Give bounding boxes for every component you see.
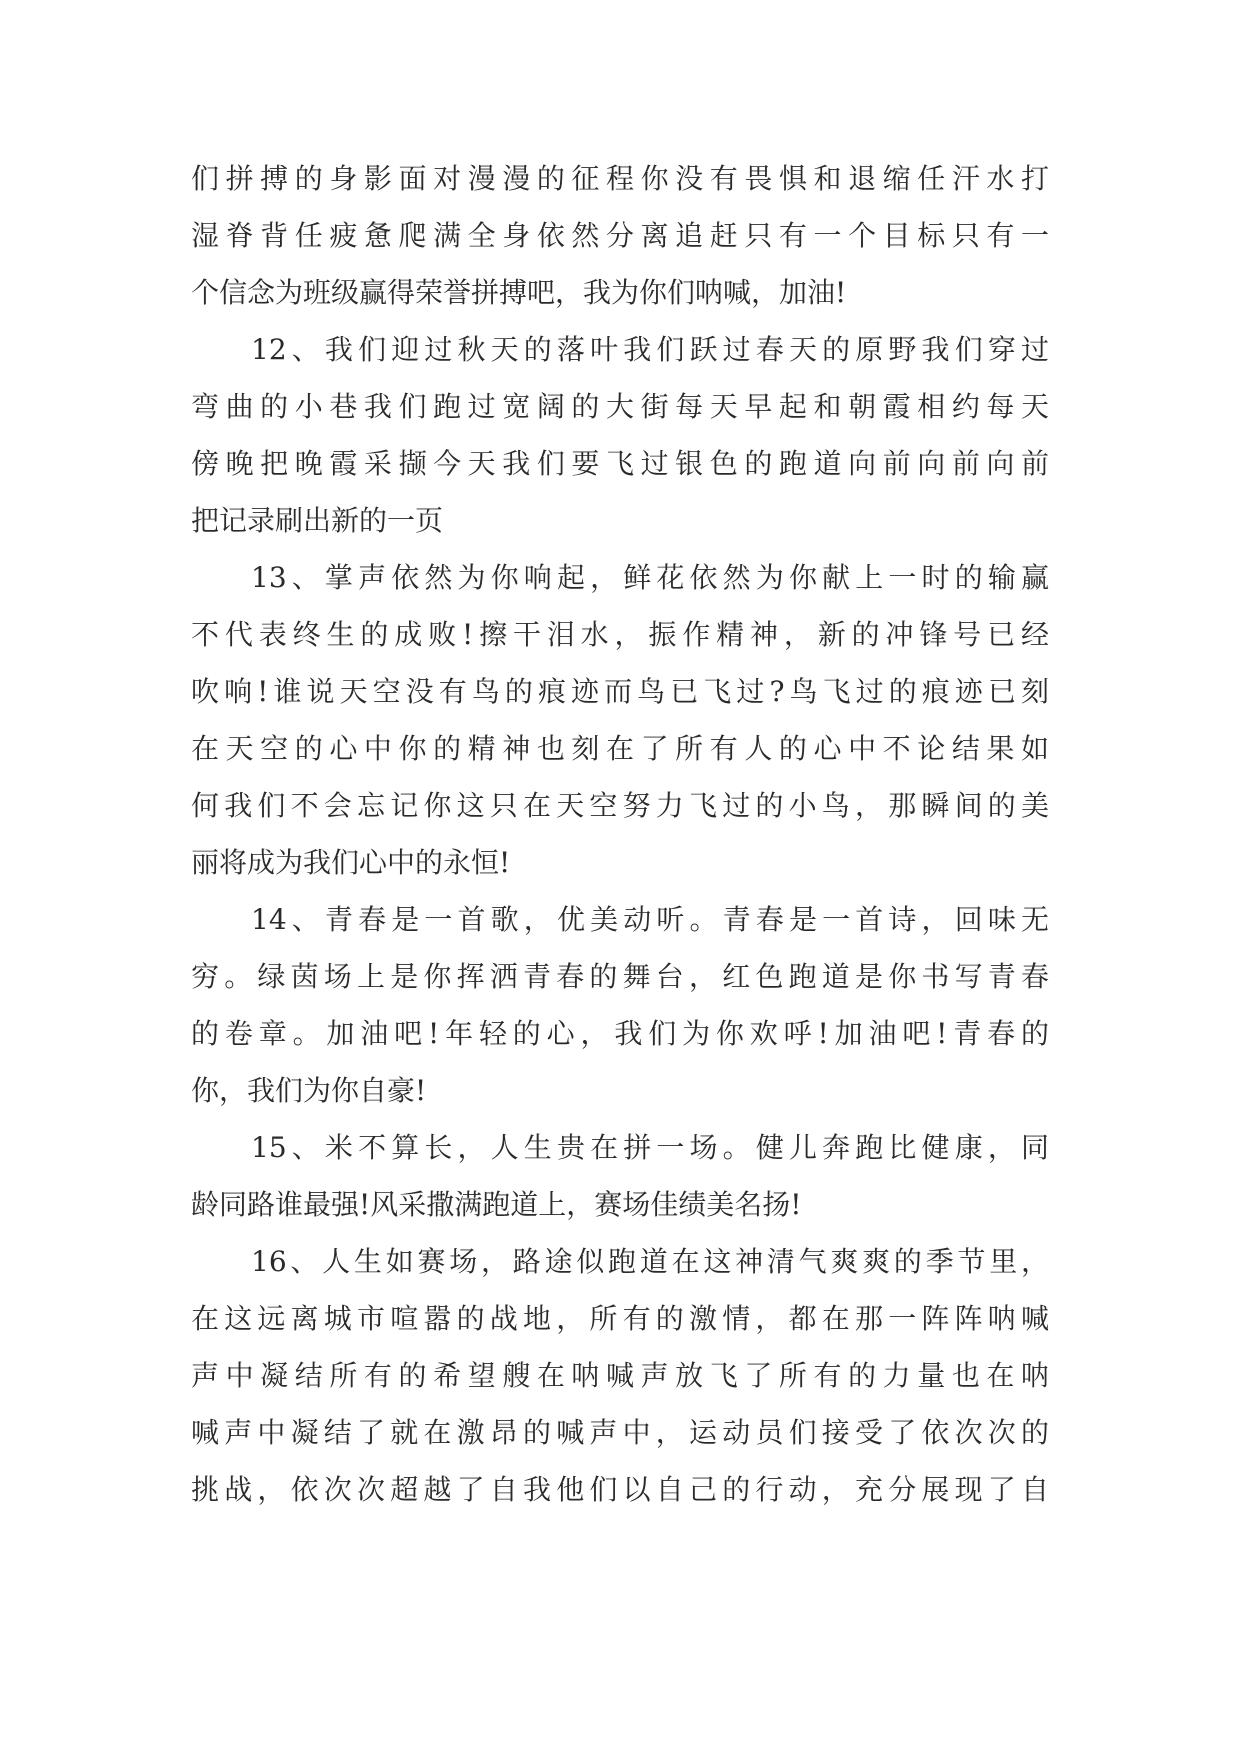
text-line: 们拼搏的身影面对漫漫的征程你没有畏惧和退缩任汗水打 <box>191 162 1049 195</box>
paragraph-first-line: 12、我们迎过秋天的落叶我们跃过春天的原野我们穿过 <box>251 333 1049 366</box>
paragraph-first-line: 15、米不算长，人生贵在拼一场。健儿奔跑比健康，同 <box>251 1131 1049 1164</box>
text-line: 挑战，依次次超越了自我他们以自己的行动，充分展现了自 <box>191 1473 1049 1506</box>
paragraph-first-line: 14、青春是一首歌，优美动听。青春是一首诗，回味无 <box>251 903 1049 936</box>
text-line: 声中凝结所有的希望艘在呐喊声放飞了所有的力量也在呐 <box>191 1359 1049 1392</box>
text-line: 在这远离城市喧嚣的战地，所有的激情，都在那一阵阵呐喊 <box>191 1302 1049 1335</box>
text-line: 湿脊背任疲惫爬满全身依然分离追赶只有一个目标只有一 <box>191 219 1049 252</box>
text-line: 弯曲的小巷我们跑过宽阔的大街每天早起和朝霞相约每天 <box>191 390 1049 423</box>
text-line: 个信念为班级赢得荣誉拼搏吧，我为你们呐喊，加油! <box>191 276 847 309</box>
text-line: 把记录刷出新的一页 <box>191 504 444 537</box>
document-body <box>191 150 1049 1518</box>
text-line: 何我们不会忘记你这只在天空努力飞过的小鸟，那瞬间的美 <box>191 789 1049 822</box>
paragraph-first-line: 13、掌声依然为你响起，鲜花依然为你献上一时的输赢 <box>251 561 1049 594</box>
text-line: 吹响!谁说天空没有鸟的痕迹而鸟已飞过?鸟飞过的痕迹已刻 <box>191 675 1049 708</box>
text-line: 龄同路谁最强!风采撒满跑道上，赛场佳绩美名扬! <box>191 1188 802 1221</box>
text-line: 丽将成为我们心中的永恒! <box>191 846 511 879</box>
text-line: 不代表终生的成败!擦干泪水，振作精神，新的冲锋号已经 <box>191 618 1049 651</box>
text-line: 的卷章。加油吧!年轻的心，我们为你欢呼!加油吧!青春的 <box>191 1017 1049 1050</box>
text-line: 傍晚把晚霞采撷今天我们要飞过银色的跑道向前向前向前 <box>191 447 1049 480</box>
text-line: 喊声中凝结了就在激昂的喊声中，运动员们接受了依次次的 <box>191 1416 1049 1449</box>
text-line: 在天空的心中你的精神也刻在了所有人的心中不论结果如 <box>191 732 1049 765</box>
paragraph-first-line: 16、人生如赛场，路途似跑道在这神清气爽爽的季节里， <box>251 1245 1049 1278</box>
text-line: 穷。绿茵场上是你挥洒青春的舞台，红色跑道是你书写青春 <box>191 960 1049 993</box>
text-line: 你，我们为你自豪! <box>191 1074 427 1107</box>
